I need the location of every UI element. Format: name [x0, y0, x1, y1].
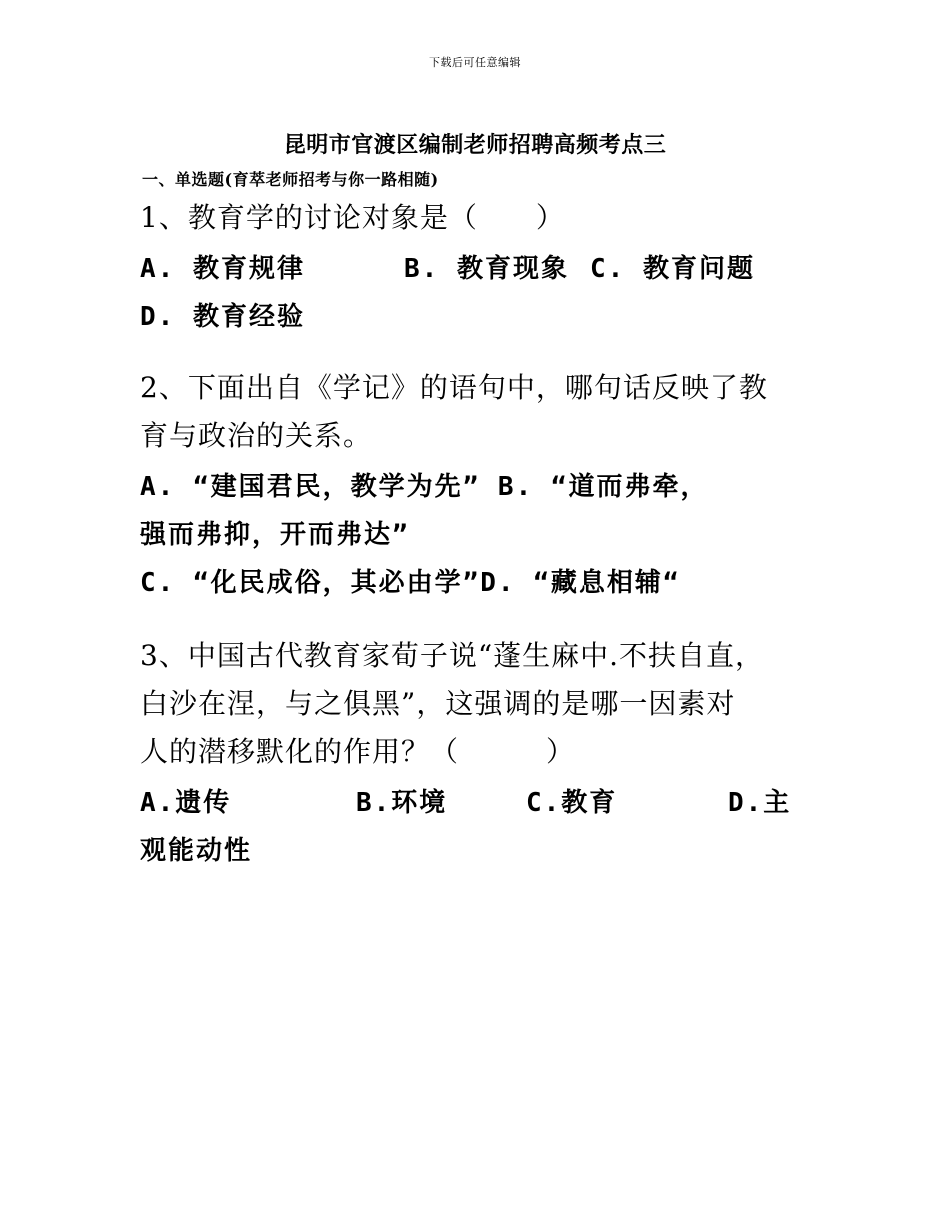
question-3-stem-line-1: 3、中国古代教育家荀子说“蓬生麻中.不扶自直， [140, 639, 765, 672]
header-note: 下载后可任意编辑 [429, 56, 521, 69]
question-3-option-d: D.主 [728, 788, 792, 818]
question-3-option-a: A.遗传 [140, 788, 232, 818]
question-2-options-c-d: C. “化民成俗，其必由学”D. “藏息相辅“ [140, 568, 681, 598]
question-1-option-d: D. 教育经验 [140, 302, 305, 332]
question-1-option-b: B. 教育现象 [404, 254, 569, 284]
question-1-option-a: A. 教育规律 [140, 254, 305, 284]
question-2-options-a-b: A. “建国君民，教学为先” B. “道而弗牵， [140, 472, 709, 502]
question-1-stem: 1、教育学的讨论对象是（ ） [140, 201, 565, 234]
question-3-stem-line-3: 人的潜移默化的作用？（ ） [140, 735, 576, 768]
question-1-option-c: C. 教育问题 [590, 254, 755, 284]
question-3-option-b: B.环境 [356, 788, 448, 818]
question-2-stem-line-1: 2、下面出自《学记》的语句中，哪句话反映了教 [140, 371, 768, 404]
question-3-option-c: C.教育 [526, 788, 618, 818]
document-title: 昆明市官渡区编制老师招聘高频考点三 [283, 132, 667, 158]
question-2-stem-line-2: 育与政治的关系。 [140, 419, 373, 452]
section-heading: 一、单选题(育萃老师招考与你一路相随) [142, 170, 439, 189]
question-2-option-b-continued: 强而弗抑，开而弗达” [140, 520, 410, 550]
question-3-option-d-continued: 观能动性 [140, 836, 253, 866]
question-3-stem-line-2: 白沙在涅，与之俱黑”，这强调的是哪一因素对 [140, 687, 736, 720]
